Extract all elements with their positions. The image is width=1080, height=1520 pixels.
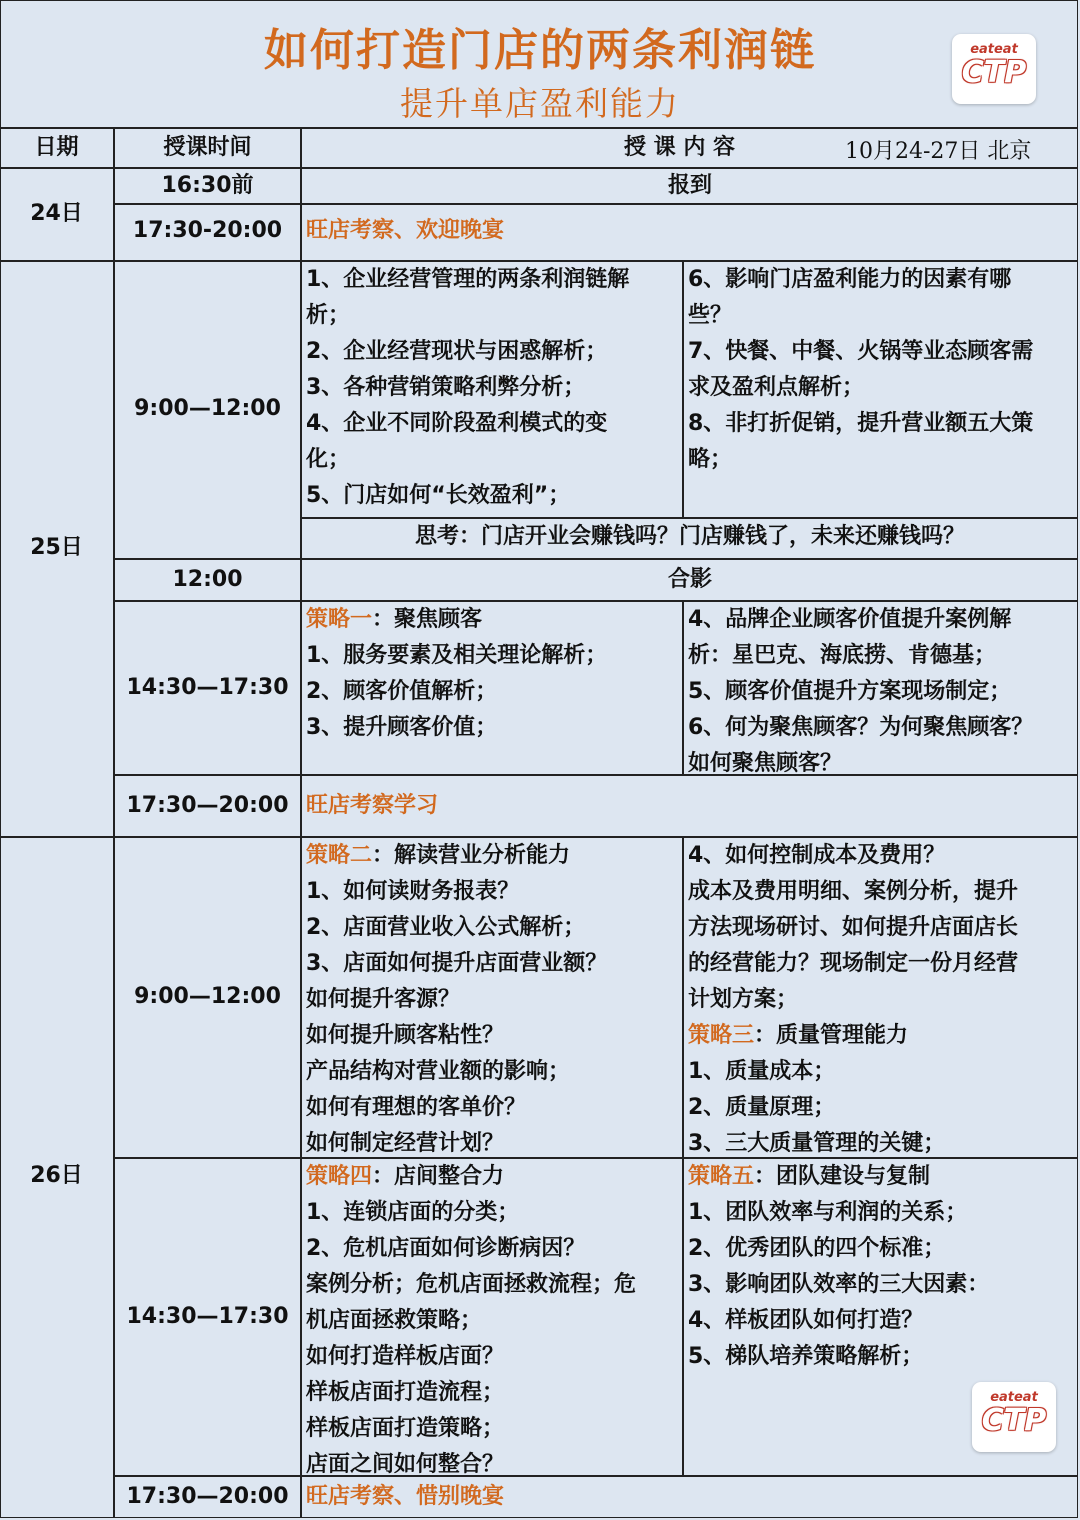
text-line: 如何打造样板店面？ [306,1344,505,1369]
text-line: 的经营能力？现场制定一份月经营 [688,951,1019,976]
text-line: 如何有理想的客单价？ [306,1095,527,1120]
header-time: 授课时间 [163,135,252,160]
strategy-title: ：解读营业分析能力 [372,843,571,868]
text-line: 略； [688,447,733,472]
page-subtitle: 提升单店盈利能力 [400,84,680,123]
text-line: 店面之间如何整合？ [306,1452,505,1477]
content-25-pm-right [688,602,1076,782]
strategy-heading [306,602,680,638]
text-line: 4、品牌企业顾客价值提升案例解 [688,607,1012,632]
strategy-title: ：店间整合力 [372,1164,505,1189]
text-line: 4、如何控制成本及费用？ [688,843,946,868]
text-line: 化； [306,447,351,472]
text-line: 3、三大质量管理的关键； [688,1131,946,1156]
text-line: 案例分析；危机店面拯救流程；危 [306,1272,637,1297]
grid-line [682,600,684,774]
content-24-2: 旺店考察、欢迎晚宴 [306,218,505,243]
page-title: 如何打造门店的两条利润链 [264,25,816,76]
text-line: 产品结构对营业额的影响； [306,1059,571,1084]
text-line: 5、顾客价值提升方案现场制定； [688,679,1012,704]
text-line: 1、如何读财务报表？ [306,879,520,904]
strategy-label: 策略三 [688,1023,755,1048]
text-line: 2、店面营业收入公式解析； [306,915,586,940]
text-line: 样板店面打造策略； [306,1416,505,1441]
strategy-label: 策略四 [306,1164,373,1189]
content-26-am-left [306,838,680,1162]
text-line: 析：星巴克、海底捞、肯德基； [688,643,997,668]
content-25-am-right [688,262,1076,478]
text-line: 析； [306,303,351,328]
strategy-heading [688,1018,1076,1054]
content-24-1: 报到 [667,173,712,198]
strategy-title: ：团队建设与复制 [754,1164,931,1189]
strategy-title: ：聚焦顾客 [372,607,483,632]
day-label-25: 25日 [30,535,83,560]
text-line: 7、快餐、中餐、火锅等业态顾客需 [688,339,1034,364]
text-line: 3、各种营销策略利弊分析； [306,375,586,400]
text-line: 如何提升客源？ [306,987,461,1012]
time-25-eve: 17:30—20:00 [126,793,289,818]
ctp-logo [952,34,1036,104]
text-line: 1、质量成本； [688,1059,836,1084]
content-25-am-left [306,262,680,514]
grid-line [300,127,302,1518]
content-25-eve: 旺店考察学习 [306,793,439,818]
text-line: 2、危机店面如何诊断病因？ [306,1236,586,1261]
text-line: 2、优秀团队的四个标准； [688,1236,946,1261]
text-line: 3、影响团队效率的三大因素： [688,1272,990,1297]
ctp-logo-bottom [972,1382,1056,1452]
time-24-2: 17:30-20:00 [132,218,283,243]
think-question: 思考：门店开业会赚钱吗？门店赚钱了，未来还赚钱吗？ [414,524,965,549]
time-26-am: 9:00—12:00 [134,984,281,1009]
text-line: 如何提升顾客粘性？ [306,1023,505,1048]
time-25-pm: 14:30—17:30 [126,675,289,700]
logo-big-text: CTP [961,55,1027,90]
text-line: 成本及费用明细、案例分析，提升 [688,879,1019,904]
text-line: 2、质量原理； [688,1095,836,1120]
text-line: 计划方案； [688,987,799,1012]
text-line: 些？ [688,303,733,328]
logo-big-text: CTP [981,1403,1047,1438]
grid-line [682,260,684,517]
text-line: 样板店面打造流程； [306,1380,505,1405]
strategy-label: 策略一 [306,607,373,632]
strategy-title: ：质量管理能力 [754,1023,909,1048]
content-26-am-right [688,838,1076,1162]
logo-small-text: eateat [970,42,1018,57]
text-line: 3、提升顾客价值； [306,715,498,740]
content-26-eve: 旺店考察、惜别晚宴 [306,1484,505,1509]
text-line: 如何聚焦顾客？ [688,751,843,776]
content-25-pm-left [306,602,680,746]
content-26-pm-left [306,1159,680,1483]
text-line: 机店面拯救策略； [306,1308,483,1333]
text-line: 5、门店如何“长效盈利”； [306,483,571,508]
text-line: 如何制定经营计划？ [306,1131,505,1156]
text-line: 6、影响门店盈利能力的因素有哪 [688,267,1012,292]
text-line: 8、非打折促销，提升营业额五大策 [688,411,1034,436]
content-25-noon: 合影 [667,567,712,592]
text-line: 2、企业经营现状与困惑解析； [306,339,608,364]
text-line: 1、服务要素及相关理论解析； [306,643,608,668]
strategy-heading [306,1159,680,1195]
grid-line [0,127,1078,129]
header-date: 日期 [34,135,79,160]
time-25-noon: 12:00 [172,567,243,592]
logo-small-text: eateat [990,1390,1038,1405]
time-26-eve: 17:30—20:00 [126,1484,289,1509]
grid-line [682,836,684,1475]
text-line: 1、连锁店面的分类； [306,1200,520,1225]
time-25-am: 9:00—12:00 [134,396,281,421]
header-meta: 10月24-27日 北京 [845,139,1032,164]
strategy-label: 策略二 [306,843,373,868]
text-line: 1、团队效率与利润的关系； [688,1200,968,1225]
header-content: 授 课 内 容 [624,135,735,160]
strategy-label: 策略五 [688,1164,755,1189]
content-26-pm-right [688,1159,1076,1375]
text-line: 2、顾客价值解析； [306,679,498,704]
grid-line [114,558,1078,560]
text-line: 1、企业经营管理的两条利润链解 [306,267,630,292]
strategy-heading [306,838,680,874]
day-label-26: 26日 [30,1163,83,1188]
text-line: 5、梯队培养策略解析； [688,1344,924,1369]
text-line: 6、何为聚焦顾客？为何聚焦顾客？ [688,715,1034,740]
text-line: 3、店面如何提升店面营业额？ [306,951,608,976]
text-line: 4、企业不同阶段盈利模式的变 [306,411,608,436]
text-line: 求及盈利点解析； [688,375,865,400]
strategy-heading [688,1159,1076,1195]
day-label-24: 24日 [30,201,83,226]
time-26-pm: 14:30—17:30 [126,1304,289,1329]
text-line: 方法现场研讨、如何提升店面店长 [688,915,1019,940]
time-24-1: 16:30前 [161,173,254,198]
text-line: 4、样板团队如何打造？ [688,1308,924,1333]
